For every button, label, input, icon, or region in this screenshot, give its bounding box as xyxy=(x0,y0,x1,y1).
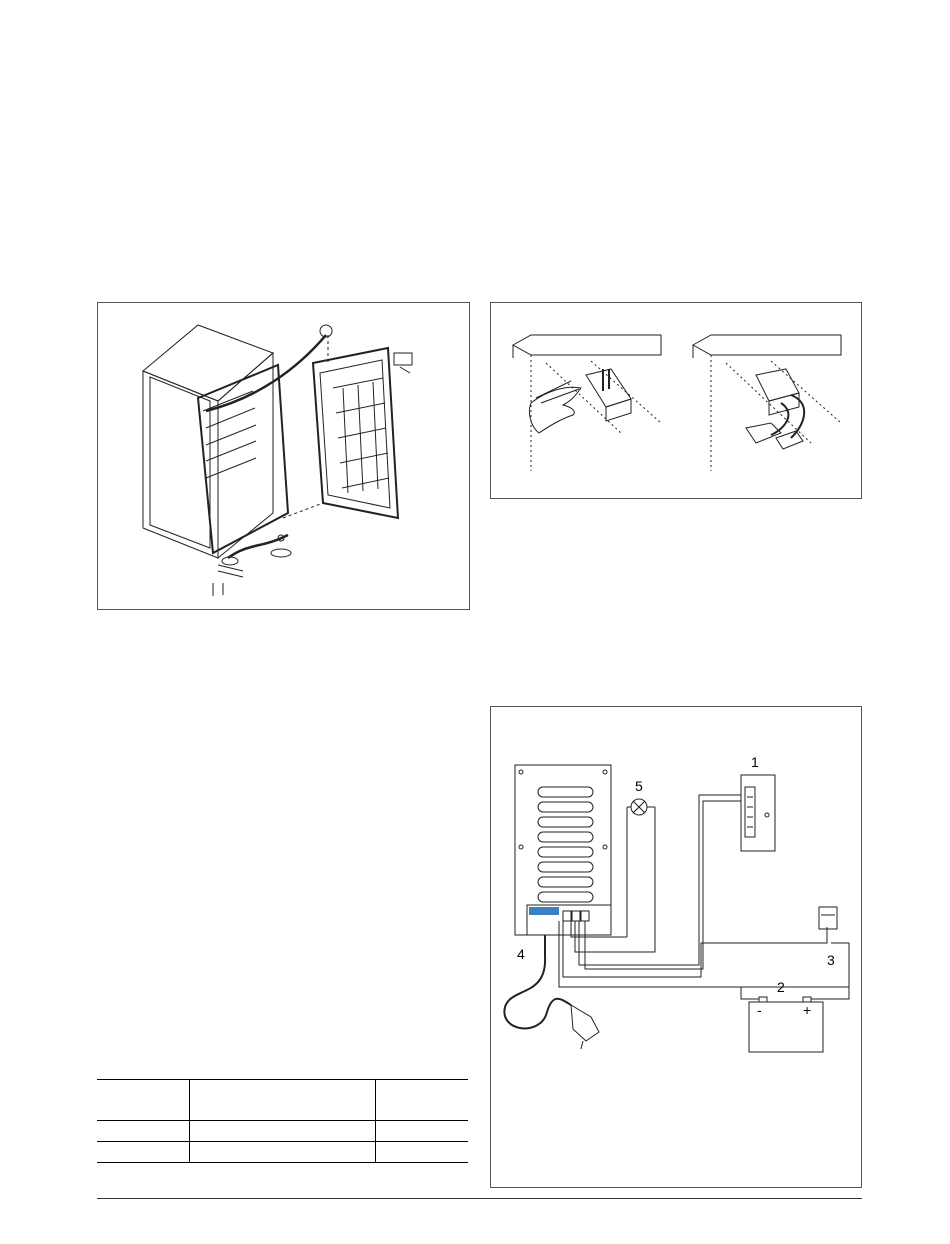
spec-table xyxy=(97,1079,468,1163)
wiring-diagram xyxy=(491,707,861,1187)
label-1: 1 xyxy=(751,754,759,770)
unit-louvers xyxy=(538,787,593,902)
door-installation-drawing xyxy=(98,303,469,609)
table-cell xyxy=(97,1142,190,1163)
table-row xyxy=(97,1121,468,1142)
control-mount-figure xyxy=(490,302,862,499)
battery-plus: + xyxy=(803,1002,812,1018)
footer-rule xyxy=(97,1198,862,1199)
table-cell xyxy=(190,1121,376,1142)
battery-minus: - xyxy=(757,1002,762,1018)
sensor xyxy=(819,907,837,929)
control-mount-drawing xyxy=(491,303,861,498)
table-cell xyxy=(190,1142,376,1163)
table-cell xyxy=(375,1142,468,1163)
control-panel xyxy=(741,775,775,851)
door-installation-figure xyxy=(97,302,470,610)
label-5: 5 xyxy=(635,778,643,794)
label-2: 2 xyxy=(777,979,785,995)
table-cell xyxy=(97,1121,190,1142)
table-row xyxy=(97,1142,468,1163)
table-cell xyxy=(375,1080,468,1121)
table-cell xyxy=(190,1080,376,1121)
table-header-row xyxy=(97,1080,468,1121)
table-cell xyxy=(375,1121,468,1142)
table-cell xyxy=(97,1080,190,1121)
label-4: 4 xyxy=(517,946,525,962)
label-3: 3 xyxy=(827,952,835,968)
wiring-diagram-figure xyxy=(490,706,862,1188)
